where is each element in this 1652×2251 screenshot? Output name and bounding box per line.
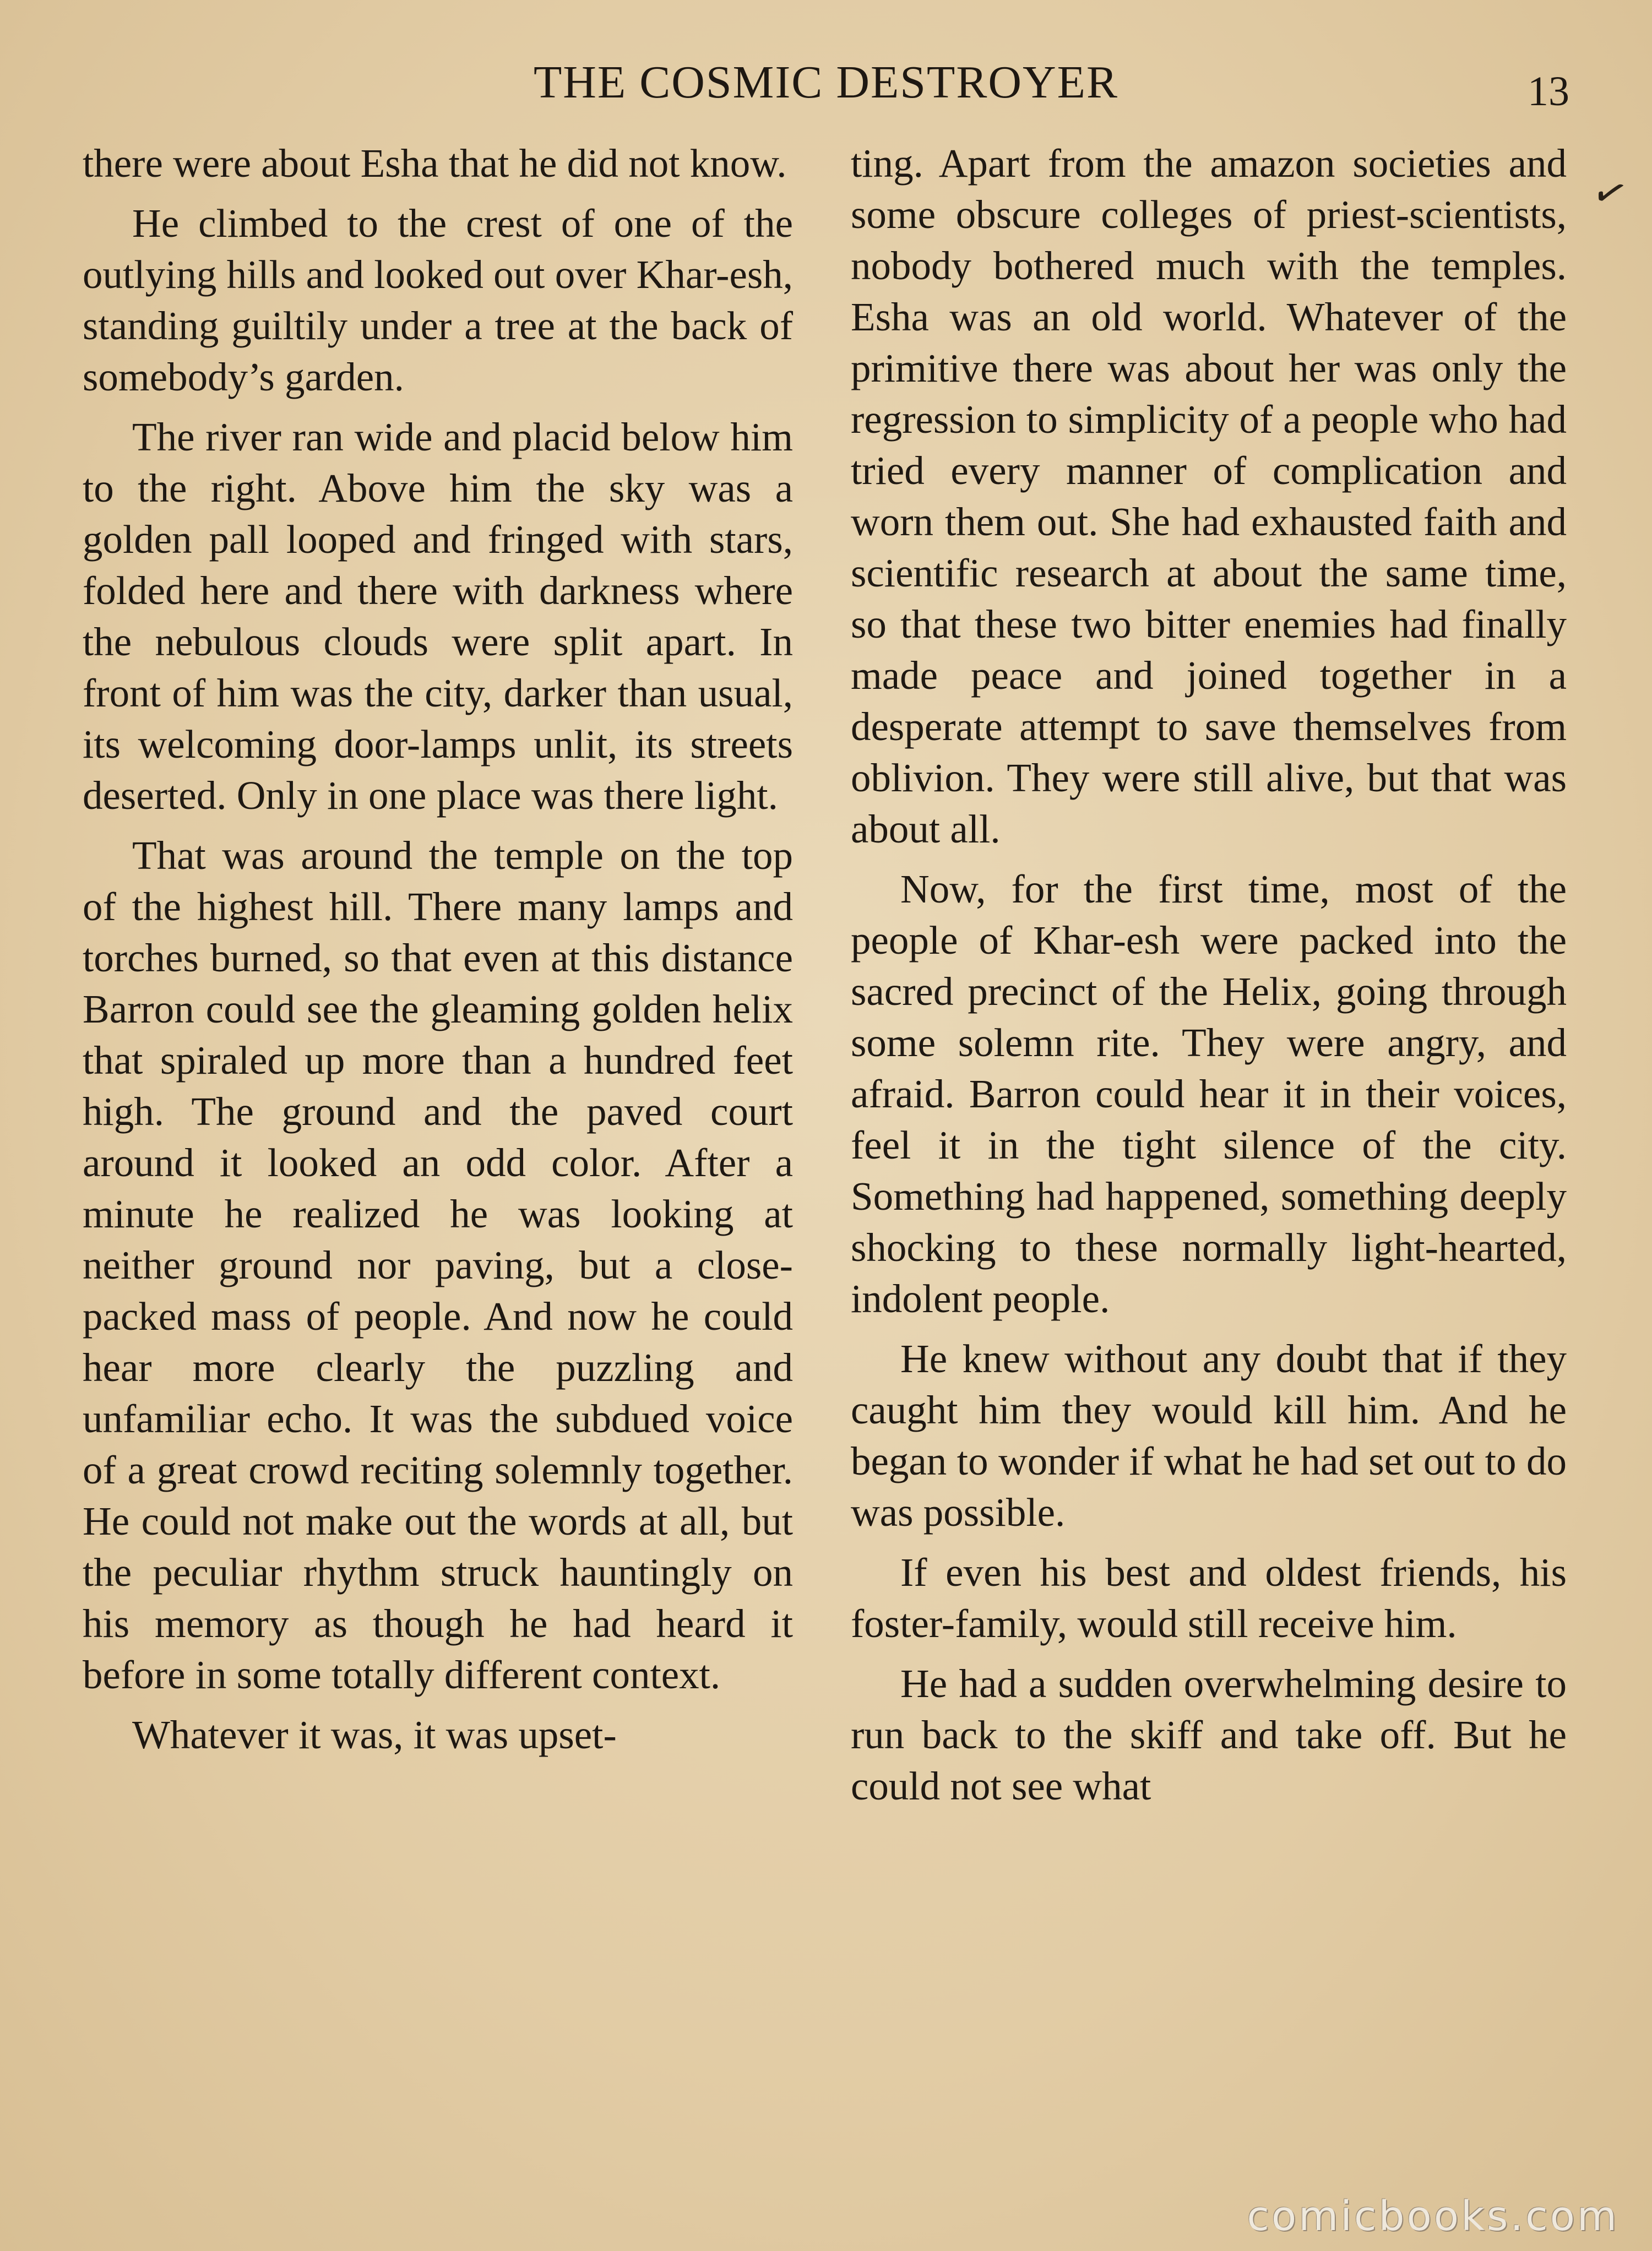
paragraph: If even his best and oldest friends, his foster-family, would still receive him. (851, 1550, 1567, 1646)
text-column-left (83, 138, 793, 1769)
paragraph: ting. Apart from the amazon societies and some obscure colleges of priest-scientists, nobody bothered much with the temples. Esha was an old world. Whatever of the primitive there was about her was only the regression to simplicity of a people who had tried every manner of complication and worn them out. She had exhausted faith and scientific research at about the same time, so that these two bitter enemies had finally made peace and joined together in a desperate attempt to save themselves from oblivion. They were still alive, but that was about all. (851, 141, 1567, 851)
paragraph: there were about Esha that he did not know. (83, 141, 787, 186)
running-title: THE COSMIC DESTROYER (533, 57, 1119, 108)
page-number: 13 (1528, 68, 1569, 115)
text-column-right (851, 138, 1567, 1820)
paragraph: He knew without any doubt that if they caught him they would kill him. And he began to wonder if what he had set out to do was possible. (851, 1336, 1567, 1535)
check-mark-icon: ✓ (1586, 165, 1634, 221)
watermark: comicbooks.com (1247, 2193, 1619, 2240)
paragraph: Whatever it was, it was upset- (132, 1712, 617, 1757)
paragraph: That was around the temple on the top of the highest hill. There many lamps and torches burned, so that even at this distance Barron could see the gleaming golden helix that spiraled up more than a hundred feet high. The ground and the paved court around it looked an odd color. After a minute he realized he was looking at neither ground nor paving, but a close-packed mass of people. And now he could hear more clearly the puzzling and unfamiliar echo. It was the subdued voice of a great crowd reciting solemnly together. He could not make out the words at all, but the peculiar rhythm struck hauntingly on his memory as though he had heard it before in some totally different context. (83, 833, 793, 1697)
paragraph: He climbed to the crest of one of the outlying hills and looked out over Khar-esh, standing guiltily under a tree at the back of somebody’s garden. (83, 201, 794, 399)
paragraph: Now, for the first time, most of the people of Khar-esh were packed into the sacred precinct of the Helix, going through some solemn rite. They were angry, and afraid. Barron could hear it in their voices, feel it in the tight silence of the city. Something had happened, something deeply shocking to these normally light-hearted, indolent people. (851, 867, 1567, 1321)
paragraph: He had a sudden overwhelming desire to run back to the skiff and take off. But he could not see what (851, 1661, 1567, 1808)
paragraph: The river ran wide and placid below him to the right. Above him the sky was a golden pall looped and fringed with stars, folded here and there with darkness where the nebulous clouds were split apart. In front of him was the city, darker than usual, its welcoming door-lamps unlit, its streets deserted. Only in one place was there light. (83, 415, 793, 818)
